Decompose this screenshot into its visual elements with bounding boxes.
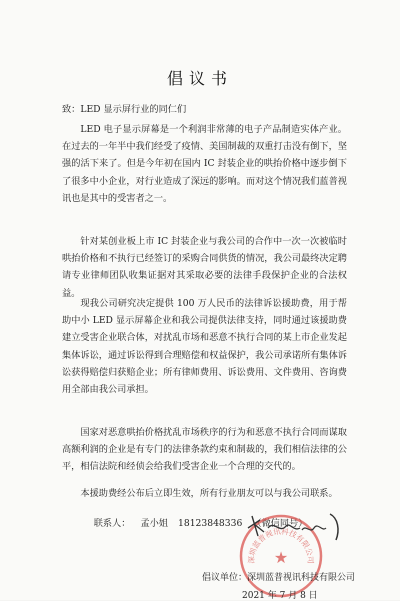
handwritten-signature: [240, 506, 350, 546]
document-title: 倡议书: [166, 69, 233, 88]
paragraph-4: 国家对恶意哄抬价格扰乱市场秩序的行为和恶意不执行合同而谋取高额利润的企业是有专门的法律条款约束和制裁的，我们相信法律的公平，相信法院和经侦会给我们受害企业一个合理的交代的。: [62, 427, 347, 473]
salutation: 致：LED 显示屏行业的同仁们: [62, 104, 187, 115]
paragraph-1: LED 电子显示屏幕是一个利润非常薄的电子产品制造实体产业。在过去的一年半中我们经受了疫情、美国制裁的双重打击没有倒下，坚强的活下来了。但是今年初在国内 IC 封装企业的哄抬价格中逐步倒下了很多中小企业，对行业造成了深远的影响。而对这个情况我们蓝普视讯也是其中的受害者之一。: [62, 124, 347, 204]
paragraph-5: 本援助费经公布后立即生效，所有行业朋友可以与我公司联系。: [80, 488, 338, 499]
contact-label: 联系人：: [93, 518, 131, 529]
svg-text:★: ★: [273, 548, 289, 567]
paragraph-3: 现我公司研究决定提供 100 万人民币的法律诉讼援助费，用于帮助中小 LED 显示屏幕企业和我公司提供法律支持，同时通过该援助费建立受害企业联合体，对扰乱市场和恶意不执行合同的某上市企业发起集体诉讼，通过诉讼得到合理赔偿和权益保护，我公司承诺所有集体诉讼获得赔偿归获赔企业；所有律师费用、诉讼费用、文件费用、咨询费用全部由我公司承担。: [62, 298, 347, 396]
document-date: 2021 年 7 月 8 日: [242, 591, 318, 601]
signatory-name: 深圳蓝普视讯科技有限公司: [247, 573, 356, 583]
contact-name: 孟小姐: [140, 518, 168, 529]
contact-phone: 18123848336: [178, 518, 243, 529]
contact-note: （微信同号）: [252, 518, 308, 529]
svg-text:深圳蓝普视讯科技有限公司: 深圳蓝普视讯科技有限公司: [246, 526, 316, 564]
signatory: [202, 570, 355, 583]
signatory-label: 倡议单位：: [202, 573, 248, 583]
paragraph-2: 针对某创业板上市 IC 封装企业与我公司的合作中一次一次被临时哄抬价格和不执行已经签订的采购合同供货的情况，我公司最终决定聘请专业律师团队收集证据对其采取必要的法律手段保护企业的合法权益。: [62, 236, 347, 299]
